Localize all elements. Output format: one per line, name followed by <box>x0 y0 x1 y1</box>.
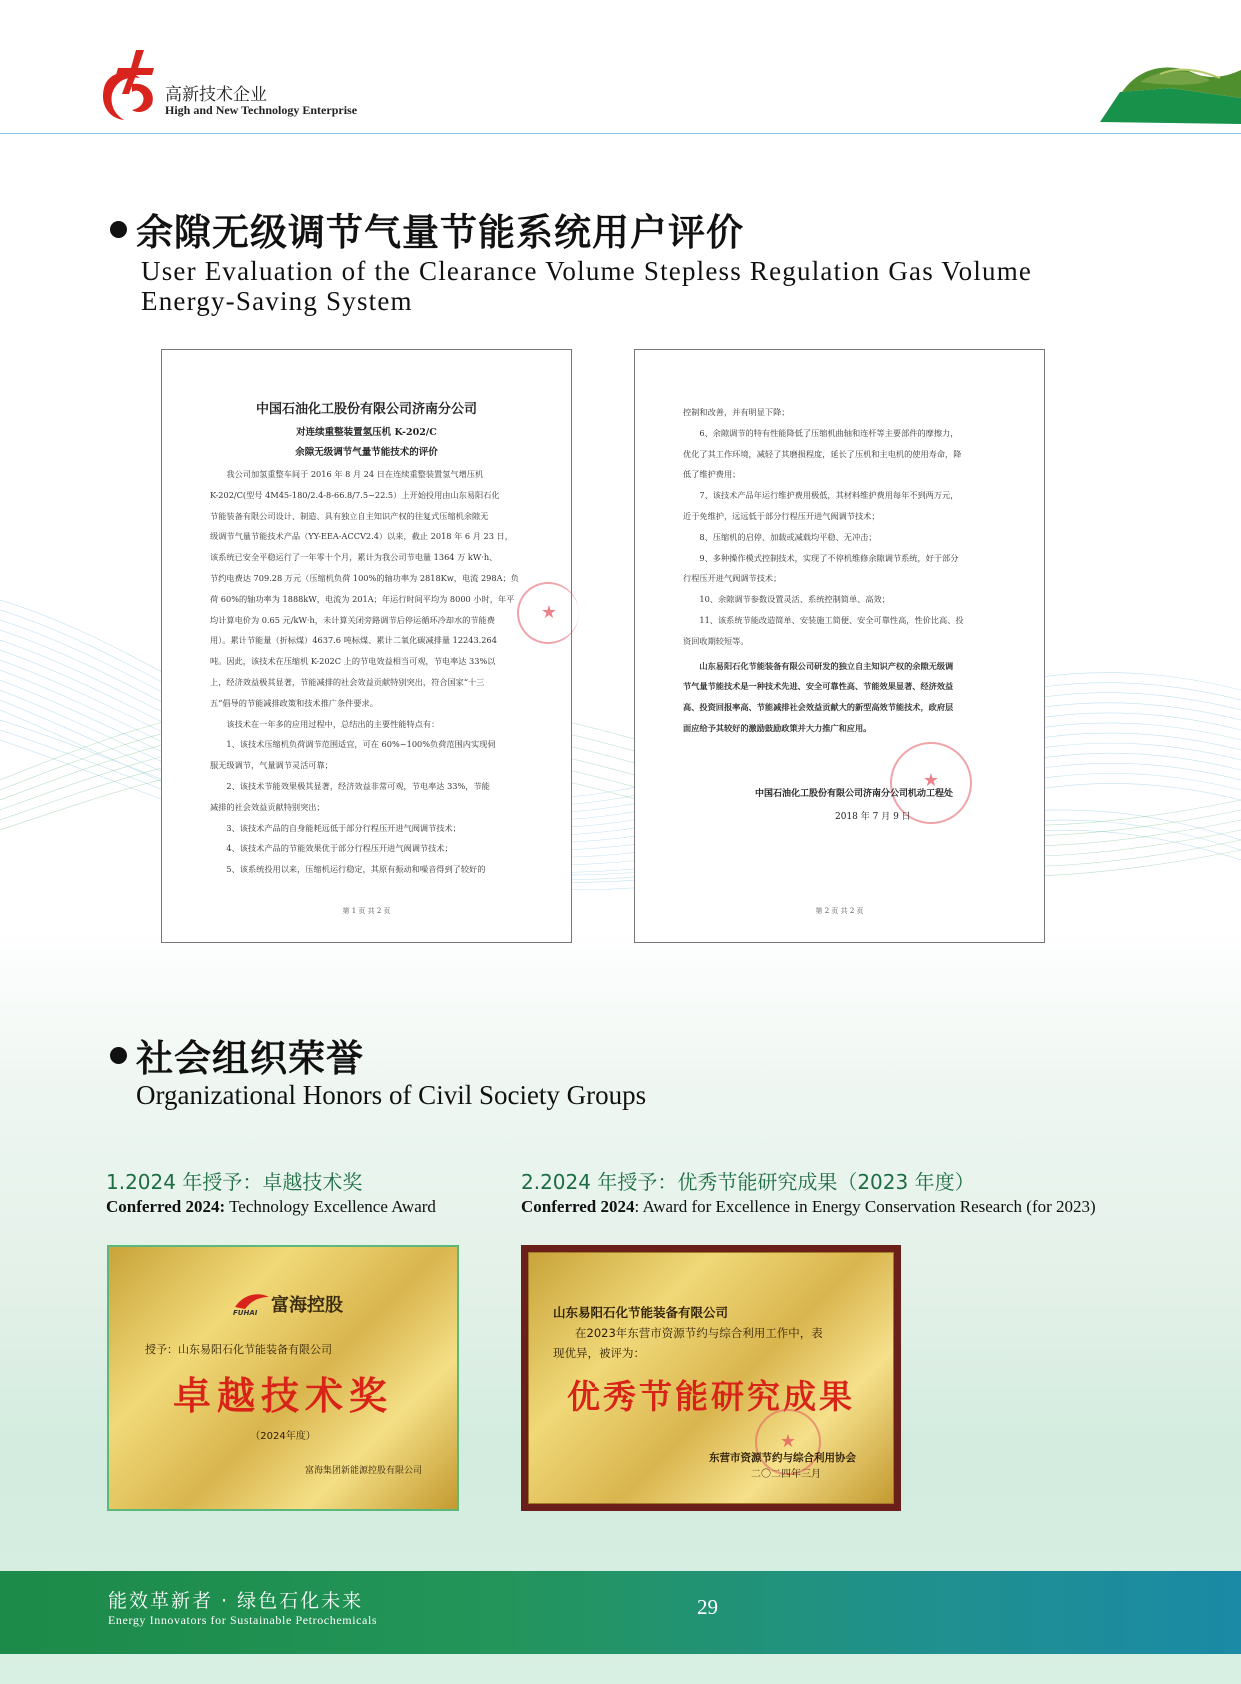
doc1-line: 级调节气量节能技术产品（YY-EEA-ACCV2.4）以来，截止 2018 年 6 月 23 日， <box>210 531 513 542</box>
doc2-signature: 中国石油化工股份有限公司济南分公司机动工程处 <box>755 789 954 799</box>
plaque1-year: （2024年度） <box>250 1431 316 1442</box>
doc1-line: 荷 60%的轴功率为 1888kW，电流为 201A；年运行时间平均为 8000 小时，年平 <box>210 593 515 604</box>
doc2-line: 资回收期较短等。 <box>683 635 749 646</box>
doc2-body <box>683 402 1013 739</box>
doc2-line-bold: 节气量节能技术是一种技术先进、安全可靠性高、节能效果显著、经济效益 <box>683 681 954 692</box>
doc1-line: 均计算电价为 0.65 元/kW·h，未计算关闭旁路调节后停运循环冷却水的节能费 <box>210 614 495 625</box>
header-company-cn: 高新技术企业 <box>165 85 267 105</box>
doc1-line: 五”倡导的节能减排政策和技术推广条件要求。 <box>210 697 378 708</box>
doc1-page-footer: 第 1 页 共 2 页 <box>342 907 391 915</box>
doc1-line: 我公司加氢重整车间于 2016 年 8 月 24 日在连续重整装置氢气增压机 <box>210 469 484 479</box>
doc1-line: 吨。因此，该技术在压缩机 K-202C 上的节电效益相当可观，节电率达 33%以 <box>210 656 496 667</box>
doc1-line: 1、该技术压缩机负荷调节范围适宜，可在 60%~100%负荷范围内实现伺 <box>210 739 496 750</box>
section2-title-cn: 社会组织荣誉 <box>136 1037 364 1080</box>
section-bullet <box>110 1047 127 1064</box>
seal-star-icon: ★ <box>779 1431 797 1452</box>
doc2-line-bold: 高、投资回报率高、节能减排社会效益贡献大的新型高效节能技术，政府层 <box>683 702 954 713</box>
plaque2-text2: 现优异，被评为： <box>553 1346 645 1360</box>
honor1-label-rest: Technology Excellence Award <box>225 1197 436 1216</box>
plaque1-brand-cn: 富海控股 <box>271 1295 343 1316</box>
page-number: 29 <box>697 1595 718 1619</box>
doc1-line: 用）。累计节能量（折标煤）4637.6 吨标煤、累计二氧化碳减排量 12243.264 <box>210 635 497 646</box>
plaque1-recipient: 授予：山东易阳石化节能装备有限公司 <box>145 1343 332 1356</box>
section1-title-cn: 余隙无级调节气量节能系统用户评价 <box>136 211 744 254</box>
seal-star-icon: ★ <box>922 770 940 791</box>
plaque1-issuer: 富海集团新能源控股有限公司 <box>305 1466 423 1476</box>
doc2-line: 7、该技术产品年运行维护费用极低，其材料维护费用每年不到两万元， <box>683 490 959 501</box>
plaque2-date: 二〇二四年三月 <box>751 1469 821 1480</box>
evaluation-document-page-2 <box>634 349 1045 943</box>
doc2-line: 近于免维护，远远低于部分行程压开进气阀调节技术； <box>683 510 880 521</box>
doc1-line: 该系统已安全平稳运行了一年零十个月，累计为我公司节电量 1364 万 kW·h、 <box>210 552 498 563</box>
honor2-title-en <box>521 1197 1096 1217</box>
doc1-line: 5、该系统投用以来，压缩机运行稳定，其原有振动和噪音得到了较好的 <box>210 864 486 875</box>
doc1-line: 节能装备有限公司设计、制造、具有独立自主知识产权的往复式压缩机余隙无 <box>210 510 489 521</box>
plaque1-brand-en: FUHAI <box>233 1309 258 1317</box>
doc2-line: 8、压缩机的启停、加载或减载均平稳、无冲击； <box>683 531 877 542</box>
doc2-line: 优化了其工作环境，减轻了其磨损程度，延长了压机和主电机的使用寿命，降 <box>683 448 962 459</box>
section-bullet <box>110 221 127 238</box>
doc2-line: 行程压开进气阀调节技术； <box>683 573 782 584</box>
evaluation-document-page-1 <box>161 349 572 943</box>
company-logo-icon <box>98 48 160 122</box>
honor1-label-bold: Conferred 2024: <box>106 1197 226 1216</box>
header-company-en: High and New Technology Enterprise <box>165 103 358 117</box>
plaque2-gold-panel <box>528 1252 894 1504</box>
plaque1-award: 卓越技术奖 <box>172 1373 393 1418</box>
doc1-line: 该技术在一年多的应用过程中，总结出的主要性能特点有： <box>210 718 440 729</box>
technology-excellence-plaque <box>107 1245 459 1511</box>
honor1-title-cn: 1.2024 年授予：卓越技术奖 <box>106 1170 363 1194</box>
section1-title-en: User Evaluation of the Clearance Volume Stepless Regulation Gas Volume Energy-Saving System <box>141 256 1033 316</box>
seal-star-icon: ★ <box>540 602 558 623</box>
plaque2-issuer: 东营市资源节约与综合利用协会 <box>709 1452 856 1464</box>
plaque2-recipient: 山东易阳石化节能装备有限公司 <box>553 1305 729 1320</box>
doc1-line: 上，经济效益极其显著，节能减排的社会效益贡献特别突出，符合国家“十三 <box>210 676 485 687</box>
honor1-title-en <box>106 1197 436 1217</box>
fuhai-logo <box>231 1289 343 1319</box>
doc1-org: 中国石油化工股份有限公司济南分公司 <box>255 402 477 417</box>
doc1-subtitle2: 余隙无级调节气量节能技术的评价 <box>295 447 438 458</box>
doc1-line: 4、该技术产品的节能效果优于部分行程压开进气阀调节技术； <box>210 843 453 854</box>
doc2-page-footer: 第 2 页 共 2 页 <box>815 907 864 915</box>
doc1-line: 2、该技术节能效果极其显著，经济效益非常可观，节电率达 33%，节能 <box>210 780 490 791</box>
doc1-line: 减排的社会效益贡献特别突出； <box>210 801 325 812</box>
doc1-line: 节约电费达 709.28 万元（压缩机负荷 100%的轴功率为 2818Kw，电流 298A；负 <box>210 572 519 583</box>
doc1-seal-stamp <box>517 582 579 644</box>
honor2-title-cn: 2.2024 年授予：优秀节能研究成果（2023 年度） <box>521 1170 975 1194</box>
doc1-line: 服无级调节，气量调节灵活可靠； <box>210 760 333 771</box>
doc2-line-bold: 山东易阳石化节能装备有限公司研发的独立自主知识产权的余隙无级调 <box>683 660 954 671</box>
doc2-line: 10、余隙调节参数设置灵活、系统控制简单、高效； <box>683 594 890 605</box>
honor2-label-bold: Conferred 2024 <box>521 1197 635 1216</box>
open-book-icon <box>1100 52 1241 124</box>
doc2-line: 9、多种操作模式控制技术，实现了不停机维修余隙调节系统，好于部分 <box>683 552 959 563</box>
doc1-line: K-202/C(型号 4M45-180/2.4-8-66.8/7.5~22.5）上开始投用由山东易阳石化 <box>210 489 500 500</box>
section2-title-en: Organizational Honors of Civil Society Groups <box>136 1080 647 1110</box>
doc2-date: 2018 年 7 月 9 日 <box>835 812 911 822</box>
header-rule <box>0 133 1241 134</box>
footer-slogan-cn: 能效革新者 · 绿色石化未来 <box>108 1590 364 1612</box>
doc2-line: 低了维护费用； <box>683 469 741 480</box>
plaque2-award: 优秀节能研究成果 <box>567 1377 855 1416</box>
doc1-body <box>210 464 540 880</box>
footer-slogan-en: Energy Innovators for Sustainable Petrochemicals <box>108 1613 378 1627</box>
doc2-line: 6、余隙调节的特有性能降低了压缩机曲轴和连杆等主要部件的摩擦力， <box>683 427 959 438</box>
doc2-line-bold: 面应给予其较好的激励鼓励政策并大力推广和应用。 <box>683 722 872 733</box>
honor2-label-rest: : Award for Excellence in Energy Conservation Research (for 2023) <box>634 1197 1096 1216</box>
doc2-line: 控制和改善，并有明显下降； <box>683 407 790 417</box>
doc1-line: 3、该技术产品的自身能耗远低于部分行程压开进气阀调节技术； <box>210 822 461 833</box>
doc1-subtitle1: 对连续重整装置氢压机 K-202/C <box>296 427 437 438</box>
plaque2-text1: 在2023年东营市资源节约与综合利用工作中，表 <box>575 1326 823 1340</box>
doc2-line: 11、该系统节能改造简单、安装施工简便、安全可靠性高，性价比高、投 <box>683 614 964 625</box>
energy-research-plaque <box>521 1245 901 1511</box>
